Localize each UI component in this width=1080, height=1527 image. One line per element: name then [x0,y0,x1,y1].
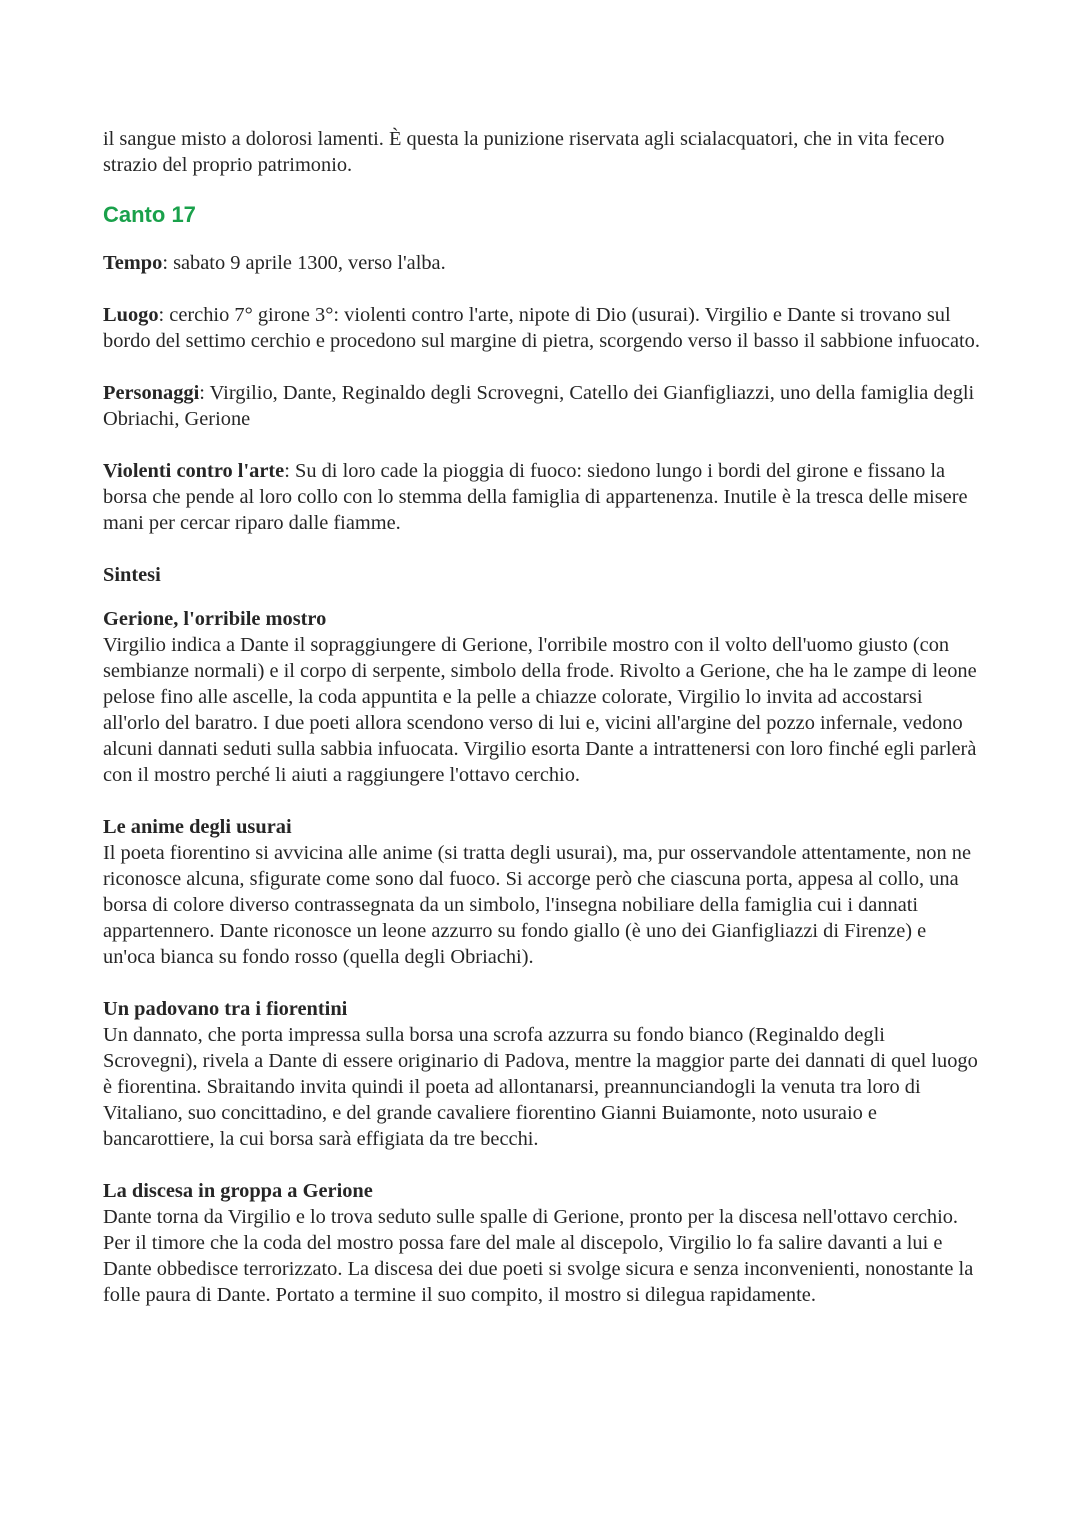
section-title: La discesa in groppa a Gerione [103,1180,373,1202]
section-text: Un dannato, che porta impressa sulla borsa una scrofa azzurra su fondo bianco (Reginaldo degli Scrovegni), rivela a Dante di essere originario di Padova, mentre la maggior parte dei dannati di quel luogo è fiorentina. Sbraitando invita quindi il poeta ad allontanarsi, preannunciandogli la venuta tra loro di Vitaliano, suo concittadino, e del grande cavaliere fiorentino Gianni Buiamonte, noto usuraio e bancarottiere, la cui borsa sarà effigiata da tre becchi. [103,1024,978,1150]
personaggi-text: : Virgilio, Dante, Reginaldo degli Scrovegni, Catello dei Gianfigliazzi, uno della famiglia degli Obriachi, Gerione [103,382,975,430]
sintesi-section-discesa [103,1178,983,1308]
luogo-label: Luogo [103,304,159,326]
sintesi-section-usurai [103,814,983,970]
section-text: Dante torna da Virgilio e lo trova seduto sulle spalle di Gerione, pronto per la discesa nell'ottavo cerchio. Per il timore che la coda del mostro possa fare del male al discepolo, Virgilio lo fa salire davanti a lui e Dante obbedisce terrorizzato. La discesa dei due poeti si svolge sicura e senza inconvenienti, nonostante la folle paura di Dante. Portato a termine il suo compito, il mostro si dilegua rapidamente. [103,1206,974,1306]
tempo-label: Tempo [103,252,163,274]
tempo-paragraph [103,250,983,276]
luogo-paragraph [103,302,983,354]
personaggi-label: Personaggi [103,382,200,404]
tempo-text: : sabato 9 aprile 1300, verso l'alba. [162,252,446,274]
sintesi-heading: Sintesi [103,564,161,586]
violenti-paragraph [103,458,983,536]
section-title: Gerione, l'orribile mostro [103,608,327,630]
violenti-text: : Su di loro cade la pioggia di fuoco: siedono lungo i bordi del girone e fissano la borsa che pende al loro collo con lo stemma della famiglia di appartenenza. Inutile è la tresca delle misere mani per cercar riparo dalle fiamme. [103,460,968,534]
section-text: Il poeta fiorentino si avvicina alle anime (si tratta degli usurai), ma, pur osservandole attentamente, non ne riconosce alcuna, sfigurate come sono dal fuoco. Si accorge però che ciascuna porta, appesa al collo, una borsa di colore diverso contrassegnata da un simbolo, l'insegna nobiliare della famiglia cui i dannati appartennero. Dante riconosce un leone azzurro su fondo giallo (è uno dei Gianfigliazzi di Firenze) e un'oca bianca su fondo rosso (quella degli Obriachi). [103,842,972,968]
violenti-label: Violenti contro l'arte [103,460,285,482]
section-title: Le anime degli usurai [103,816,292,838]
section-text: Virgilio indica a Dante il sopraggiungere di Gerione, l'orribile mostro con il volto dell'uomo giusto (con sembianze normali) e il corpo di serpente, simbolo della frode. Rivolto a Gerione, che ha le zampe di leone pelose fino alle ascelle, la coda appuntita e la pelle a chiazze colorate, Virgilio lo invita ad accostarsi all'orlo del baratro. I due poeti allora scendono verso di lui e, vicini all'argine del pozzo infernale, vedono alcuni dannati seduti sulla sabbia infuocata. Virgilio esorta Dante a intrattenersi con loro finché egli parlerà con il mostro perché li aiuti a raggiungere l'ottavo cerchio. [103,634,977,786]
personaggi-paragraph [103,380,983,432]
sintesi-section-gerione [103,606,983,788]
intro-paragraph: il sangue misto a dolorosi lamenti. È questa la punizione riservata agli scialacquatori, che in vita fecero strazio del proprio patrimonio. [103,128,945,176]
canto-heading: Canto 17 [103,202,196,227]
sintesi-section-padovano [103,996,983,1152]
document-page [103,126,983,1308]
section-title: Un padovano tra i fiorentini [103,998,348,1020]
luogo-text: : cerchio 7° girone 3°: violenti contro l'arte, nipote di Dio (usurai). Virgilio e Dante si trovano sul bordo del settimo cerchio e procedono sul margine di pietra, scorgendo verso il basso il sabbione infuocato. [103,304,980,352]
